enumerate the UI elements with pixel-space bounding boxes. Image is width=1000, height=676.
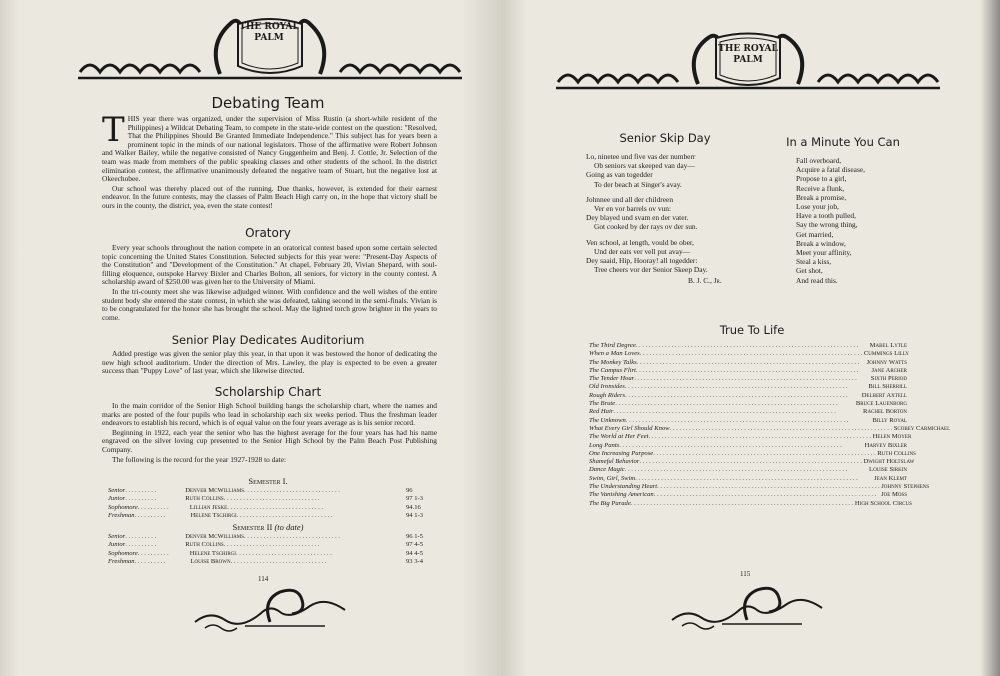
class-label: Senior: [108, 487, 126, 494]
row-person: Bill Sherrill: [868, 383, 907, 391]
minute-list: [796, 156, 926, 285]
class-label: Junior: [108, 541, 126, 549]
table-row: The Campus Flirt ..................................................................... Jane Archer: [589, 366, 907, 374]
score: 96 1-5: [406, 533, 424, 540]
table-row: Rough Riders ..................................................................... Delbert Axtell: [589, 391, 907, 399]
semester-2-note: (to date): [274, 522, 304, 532]
poem-line: Ob seniors vat skeeped van day—: [594, 161, 695, 171]
scholarship-paragraph-3: The following is the record for the year 1927-1928 to date:: [112, 454, 287, 464]
table-row: Old Ironsides ..................................................................... Bill Sherrill: [589, 383, 907, 391]
poem-line: Ver en vor barrels ov vun:: [594, 204, 671, 214]
row-title: The Third Degree: [589, 342, 636, 349]
semester-2-title: Semester II: [232, 522, 273, 532]
row-title: Long Pants: [589, 441, 620, 449]
table-row: Dance Magic ..................................................................... Louise Sirkin: [589, 466, 907, 474]
senior-play-title: Senior Play Dedicates Auditorium: [171, 333, 365, 347]
row-person: Joe Moss: [881, 491, 907, 499]
table-row: One Increasing Purpose ..................................................................... Ruth Collins: [589, 449, 916, 457]
oratory-paragraph-2: In the tri-county meet she was likewise adjudged winner. With confidence and the well wishes of the entire student body she entered the state contest, in which she was defeated, taking second in the semi-finals. Vivian is to be congratulated for the honor she has brought the school. May the lighted torch grow brighter in the years to come.: [102, 286, 437, 322]
row-person: High School Circus: [854, 499, 912, 507]
row-person: Harvey Bixler: [864, 441, 907, 449]
row-person: Billy Royal: [872, 416, 907, 424]
skip-day-poem: [586, 152, 766, 274]
row-title: The Tender Hour: [589, 375, 635, 383]
royal-palm-banner-right: [548, 30, 948, 102]
table-row: Freshman .......... Louise Brown .............................. 93 3-4: [108, 558, 434, 566]
row-person: Ruth Collins: [877, 449, 916, 457]
score: 94 4-5: [406, 549, 424, 557]
score: 97 1-3: [406, 495, 424, 503]
debating-paragraph-1: HIS year there was organized, under the supervision of Miss Rustin (a short-while resident of the Philippines) a Wildcat Debating Team, to compete in the state-wide contest on the question: "Resolved, That the Philippines Should Be Granted Immediate Independence." This subject has for years been a prominent topic in the minds of our national legislators. Those of the affirmative were Robert Johnson and Walker Bailey, while the negative consisted of Nancy Guggenheim and Benj. J. Cottle, Jr. Selection of the team was made from members of the public speaking classes and other students of the school. In the district elimination contest, the affirmative unanimously defeated the negative team of Stuart, but the negative lost at Okeechobee.: [102, 114, 437, 184]
row-person: Jane Archer: [871, 366, 907, 374]
semester-1-table: [108, 487, 434, 520]
table-row: The Understanding Heart ..................................................................... Johnny Stephens: [589, 483, 930, 491]
drop-cap: T: [102, 110, 125, 150]
student-name: Ruth Collins: [185, 495, 224, 503]
row-person: Rachel Borton: [863, 408, 907, 416]
row-person: Johnny Watts: [866, 358, 907, 366]
student-name: Denver McWilliams: [185, 487, 244, 494]
poem-line: Lo, ninetee und five vas der numberr: [586, 152, 696, 161]
class-label: Sophomore: [108, 503, 138, 511]
oratory-paragraph-1: Every year schools throughout the nation compete in an oratorical contest based upon some certain selected topic concerning the United States Constitution. Selected subjects for this year were: "Present-Day Aspects of the Constitution" and "Development of the Constitution." At chapel, February 20, Vivian Shepard, with soul-filling eloquence, outspoke Harvey Bixler and Charles Bolton, all seniors, for victory in the county contest. A scholarship award of $250.00 was given her to the University of Miami.: [102, 243, 437, 287]
table-row: The Vanishing American ..................................................................... Joe Moss: [589, 491, 907, 499]
table-row: The Third Degree ..................................................................... Mabel Lytle: [589, 342, 907, 349]
row-title: Old Ironsides: [589, 383, 625, 391]
list-item: Steal a kiss,: [796, 257, 832, 267]
table-row: Senior .......... Denver McWilliams .............................. 96 1-5: [108, 533, 434, 541]
oratory-title: Oratory: [245, 226, 291, 240]
wave-ornament-right: [662, 576, 842, 632]
row-person: Dwight Holtslaw: [863, 458, 915, 466]
list-item: Receive a flunk,: [796, 183, 845, 193]
row-title: The Unknown: [589, 416, 626, 424]
minute-title: In a Minute You Can: [786, 135, 900, 149]
row-person: Delbert Axtell: [861, 391, 907, 399]
student-name: Helene Tschirgi: [189, 549, 236, 557]
score: 93 3-4: [406, 557, 424, 565]
student-name: Helene Tschirgi: [190, 511, 237, 519]
senior-play-paragraph: Added prestige was given the senior play this year, in that upon it was bestowed the honor of dedicating the new high school auditorium. Under the direction of Mrs. Lawley, the play is expected to be even a greater success than "Puppy Love" of last year, which she likewise directed.: [102, 349, 437, 376]
row-title: The Monkey Talks: [589, 358, 637, 366]
table-row: The Brute ..................................................................... Bruce Lauenborg: [589, 400, 907, 408]
score: 94 1-3: [406, 511, 424, 519]
row-person: Johnny Stephens: [881, 483, 930, 491]
poem-line: Going as van togedder: [586, 170, 653, 180]
row-title: Rough Riders: [589, 391, 626, 399]
row-title: Dance Magic: [589, 466, 625, 474]
table-row: Sophomore .......... Helene Tschirgi .............................. 94 4-5: [108, 550, 434, 558]
row-person: Helen Moyer: [872, 433, 912, 441]
debating-title: Debating Team: [211, 94, 325, 112]
table-row: Senior .......... Denver McWilliams .............................. 96: [108, 487, 434, 495]
table-row: The Monkey Talks ..................................................................... Johnny Watts: [589, 358, 907, 366]
row-person: Jean Klemt: [874, 474, 907, 482]
list-item: Say the wrong thing,: [796, 220, 858, 230]
list-item: Have a tooth pulled,: [796, 211, 856, 221]
poem-line: Got cooked by der rays ov der sun.: [594, 222, 698, 232]
page-number-left: 114: [258, 575, 269, 583]
list-item: Break a promise,: [796, 192, 847, 202]
list-item: Get shot,: [796, 266, 823, 276]
table-row: Freshman .......... Helene Tschirgi .............................. 94 1-3: [108, 512, 434, 520]
student-name: Ruth Collins: [185, 541, 224, 549]
row-title: The Campus Flirt: [589, 366, 636, 374]
table-row: What Every Girl Should Know ..................................................................... Scobey Carmichael: [589, 424, 951, 432]
poem-line: To der beach at Singer's avay.: [594, 179, 682, 189]
row-title: The Vanishing American: [589, 491, 654, 499]
list-item: Meet your affinity,: [796, 248, 852, 258]
row-title: One Increasing Purpose: [589, 449, 654, 457]
table-row: Sophomore .......... Lillian Jeske .............................. 94.16: [108, 504, 434, 512]
scholarship-paragraph-1: In the main corridor of the Senior High School building hangs the scholarship chart, where the names and marks are posted of the four pupils who lead in scholarship each six weeks period. Thus the freshman leader endeavors to establish his record, which is of equal value on the four years average as is his senior record.: [102, 401, 437, 428]
list-item: Get married,: [796, 229, 834, 239]
list-item: Break a window,: [796, 238, 846, 248]
semester-1-title: Semester I.: [248, 476, 288, 486]
row-person: Cummings Lilly: [863, 350, 910, 358]
scholarship-text: [102, 402, 437, 465]
class-label: Freshman: [108, 557, 135, 565]
poem-line: Und der eats ver vell put avay—: [594, 246, 691, 256]
table-row: The World at Her Feet ..................................................................... Helen Moyer: [589, 433, 912, 441]
debating-text: [102, 110, 437, 212]
true-to-life-table: [589, 342, 951, 508]
row-title: The World at Her Feet: [589, 433, 649, 441]
debating-paragraph-2: Our school was thereby placed out of the running. Due thanks, however, is extended for their earnest endeavor. In the future contests, may the classes of Palm Beach High carry on, in the hope that victory shall be ours in the county, the district, yea, even the state contest!: [102, 183, 437, 210]
table-row: When a Man Loves ..................................................................... Cummings Lilly: [589, 350, 910, 358]
banner-text-right: THE ROYAL PALM: [718, 44, 778, 65]
poem-line: Dey saaid, Hip, Hooray! all togedder:: [586, 256, 698, 266]
page-number-right: 115: [740, 570, 751, 578]
row-person: Sixth Period: [870, 375, 907, 383]
class-label: Freshman: [108, 511, 135, 519]
list-item: Acquire a fatal disease,: [796, 165, 865, 175]
poem-line: Ven school, at length, vould be ober,: [586, 237, 694, 247]
right-page: [502, 0, 1000, 676]
row-title: Swim, Girl, Swim: [589, 474, 636, 482]
list-item: And read this.: [796, 275, 838, 285]
poem-line: Johnnee und all der childreen: [586, 194, 674, 204]
class-label: Sophomore: [108, 549, 138, 557]
table-row: Shameful Behavior ..................................................................... Dwight Holtslaw: [589, 458, 915, 466]
scholarship-title: Scholarship Chart: [214, 385, 322, 399]
class-label: Senior: [108, 533, 126, 540]
skip-day-title: Senior Skip Day: [619, 131, 711, 145]
semester-2-table: [108, 533, 434, 566]
table-row: The Big Parade ..................................................................... High School Circus: [589, 499, 912, 507]
row-title: The Big Parade: [589, 499, 631, 507]
row-title: Red Hair: [589, 408, 614, 416]
list-item: Lose your job,: [796, 202, 839, 212]
table-row: The Tender Hour ..................................................................... Sixth Period: [589, 375, 907, 383]
list-item: Propose to a girl,: [796, 174, 847, 184]
true-to-life-title: True To Life: [719, 323, 785, 337]
table-row: Swim, Girl, Swim ..................................................................... Jean Klemt: [589, 474, 907, 482]
poem-line: Tree cheers vor der Senior Skeep Day.: [594, 265, 708, 275]
row-title: The Understanding Heart: [589, 483, 658, 491]
row-title: When a Man Loves: [589, 350, 640, 358]
semester-2-heading: [100, 522, 436, 532]
score: 97 4-5: [406, 541, 424, 549]
scholarship-paragraph-2: Beginning in 1922, each year the senior who has the highest average for the four years has had his name engraved on the silver loving cup presented to the Senior High School by the Palm Beach Post Publishing Company.: [102, 427, 437, 454]
table-row: Long Pants ..................................................................... Harvey Bixler: [589, 441, 907, 449]
row-person: Mabel Lytle: [869, 342, 907, 349]
row-person: Scobey Carmichael: [893, 424, 951, 432]
row-person: Bruce Lauenborg: [855, 400, 907, 408]
poem-line: Dey blayed und svam en der vater.: [586, 213, 689, 223]
student-name: Lillian Jeske: [189, 503, 228, 511]
wave-ornament-left: [185, 582, 365, 634]
table-row: The Unknown ..................................................................... Billy Royal: [589, 416, 907, 424]
row-person: Louise Sirkin: [869, 466, 907, 474]
student-name: Louise Brown: [190, 557, 231, 565]
row-title: The Brute: [589, 400, 616, 408]
score: 94.16: [406, 503, 421, 511]
poem-signature: B. J. C., Jr.: [688, 276, 722, 285]
row-title: Shameful Behavior: [589, 458, 640, 466]
class-label: Junior: [108, 495, 126, 503]
table-row: Junior .......... Ruth Collins .............................. 97 4-5: [108, 541, 434, 549]
banner-text-left: THE ROYAL PALM: [239, 22, 299, 43]
list-item: Fall overboard,: [796, 156, 842, 165]
row-title: What Every Girl Should Know: [589, 424, 670, 432]
score: 96: [406, 487, 413, 494]
table-row: Red Hair ..................................................................... Rachel Borton: [589, 408, 907, 416]
table-row: Junior .......... Ruth Collins .............................. 97 1-3: [108, 495, 434, 503]
senior-play-text: [102, 350, 437, 377]
student-name: Denver McWilliams: [185, 533, 244, 540]
oratory-text: [102, 244, 437, 323]
